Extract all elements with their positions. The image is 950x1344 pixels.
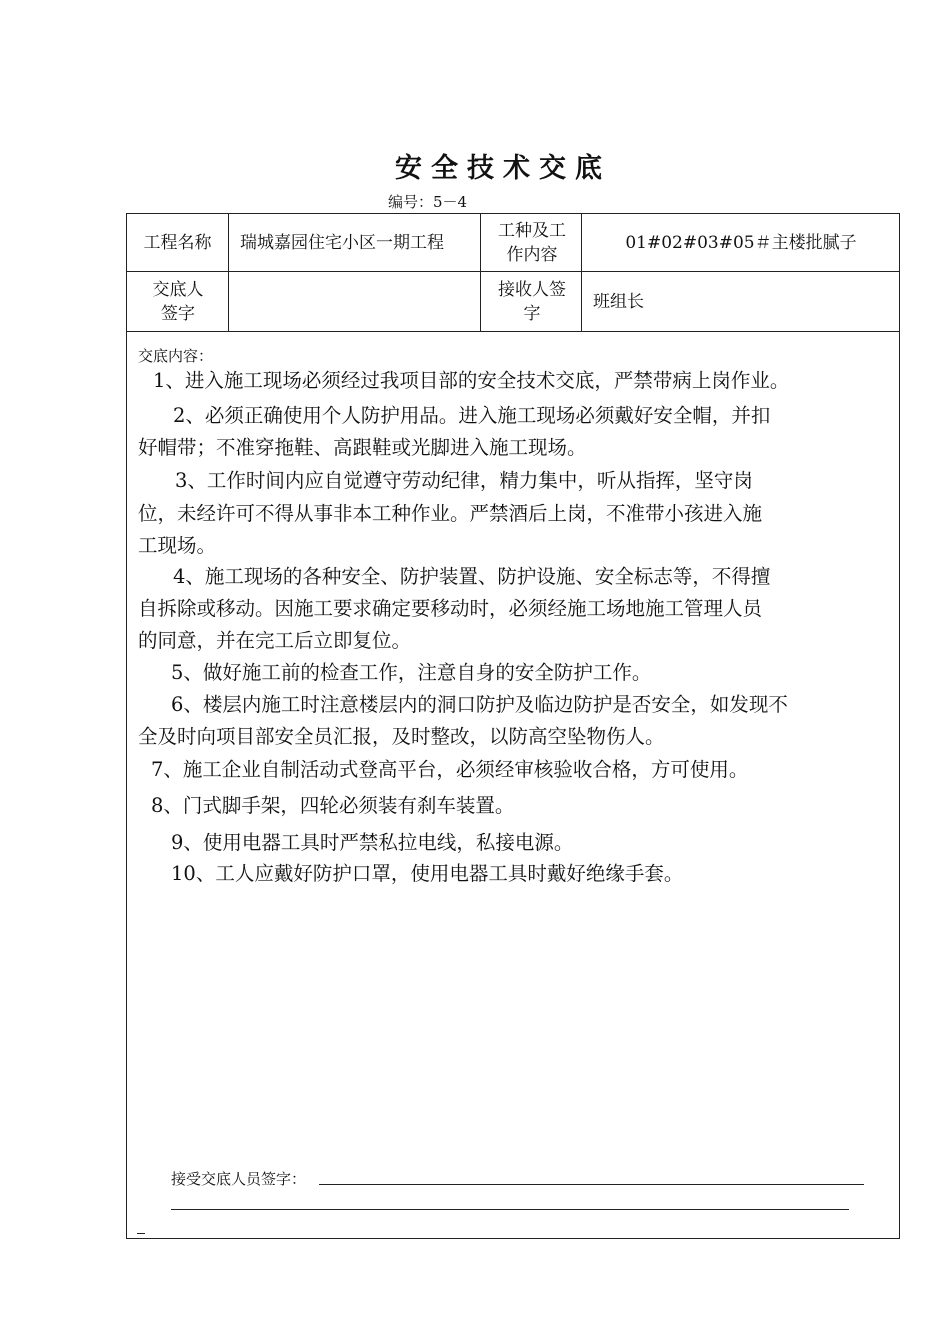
receiver-signature-label: 接收人签字 (498, 279, 566, 324)
project-name-value: 瑞城嘉园住宅小区一期工程 (240, 232, 444, 253)
content-line: 9、使用电器工具时严禁私拉电线，私接电源。 (171, 831, 574, 854)
content-line: 6、楼层内施工时注意楼层内的洞口防护及临边防护是否安全，如发现不 (171, 693, 788, 716)
grid-line (127, 331, 899, 332)
discloser-signature-field[interactable] (229, 272, 480, 331)
content-line: 的同意，并在完工后立即复位。 (138, 629, 412, 652)
bottom-mark (137, 1233, 145, 1234)
content-line: 1、进入施工现场必须经过我项目部的安全技术交底，严禁带病上岗作业。 (153, 369, 790, 392)
content-line: 8、门式脚手架，四轮必须装有刹车装置。 (151, 794, 515, 817)
content-line: 4、施工现场的各种安全、防护装置、防护设施、安全标志等，不得擅 (173, 565, 771, 588)
work-type-value: 01#02#03#05＃主楼批腻子 (625, 232, 857, 253)
signature-line[interactable] (319, 1184, 864, 1185)
work-type-label: 工种及工作内容 (498, 220, 566, 265)
document-number: 编号：5－4 (388, 193, 468, 211)
content-line: 自拆除或移动。因施工要求确定要移动时，必须经施工场地施工管理人员 (138, 597, 763, 620)
content-line: 7、施工企业自制活动式登高平台，必须经审核验收合格，方可使用。 (151, 758, 749, 781)
content-label: 交底内容： (138, 347, 214, 365)
content-line: 3、工作时间内应自觉遵守劳动纪律，精力集中，听从指挥，坚守岗 (175, 469, 753, 492)
signature-line[interactable] (171, 1209, 849, 1210)
content-line: 位，未经许可不得从事非本工种作业。严禁酒后上岗，不准带小孩进入施 (138, 502, 763, 525)
disclosure-sheet (126, 213, 900, 1239)
project-name-label: 工程名称 (143, 232, 212, 253)
content-line: 好帽带；不准穿拖鞋、高跟鞋或光脚进入施工现场。 (138, 436, 587, 459)
document-title: 安全技术交底 (395, 153, 611, 184)
content-line: 工现场。 (138, 534, 217, 557)
receiver-signature-value: 班组长 (593, 291, 644, 312)
grid-line (480, 214, 481, 332)
content-line: 全及时向项目部安全员汇报，及时整改，以防高空坠物伤人。 (138, 725, 665, 748)
content-line: 5、做好施工前的检查工作，注意自身的安全防护工作。 (171, 661, 652, 684)
receiver-signature-prompt: 接受交底人员签字： (171, 1170, 307, 1188)
content-line: 2、必须正确使用个人防护用品。进入施工现场必须戴好安全帽，并扣 (173, 404, 771, 427)
discloser-signature-label: 交底人签字 (152, 279, 204, 324)
content-line: 10、工人应戴好防护口罩，使用电器工具时戴好绝缘手套。 (171, 862, 684, 885)
